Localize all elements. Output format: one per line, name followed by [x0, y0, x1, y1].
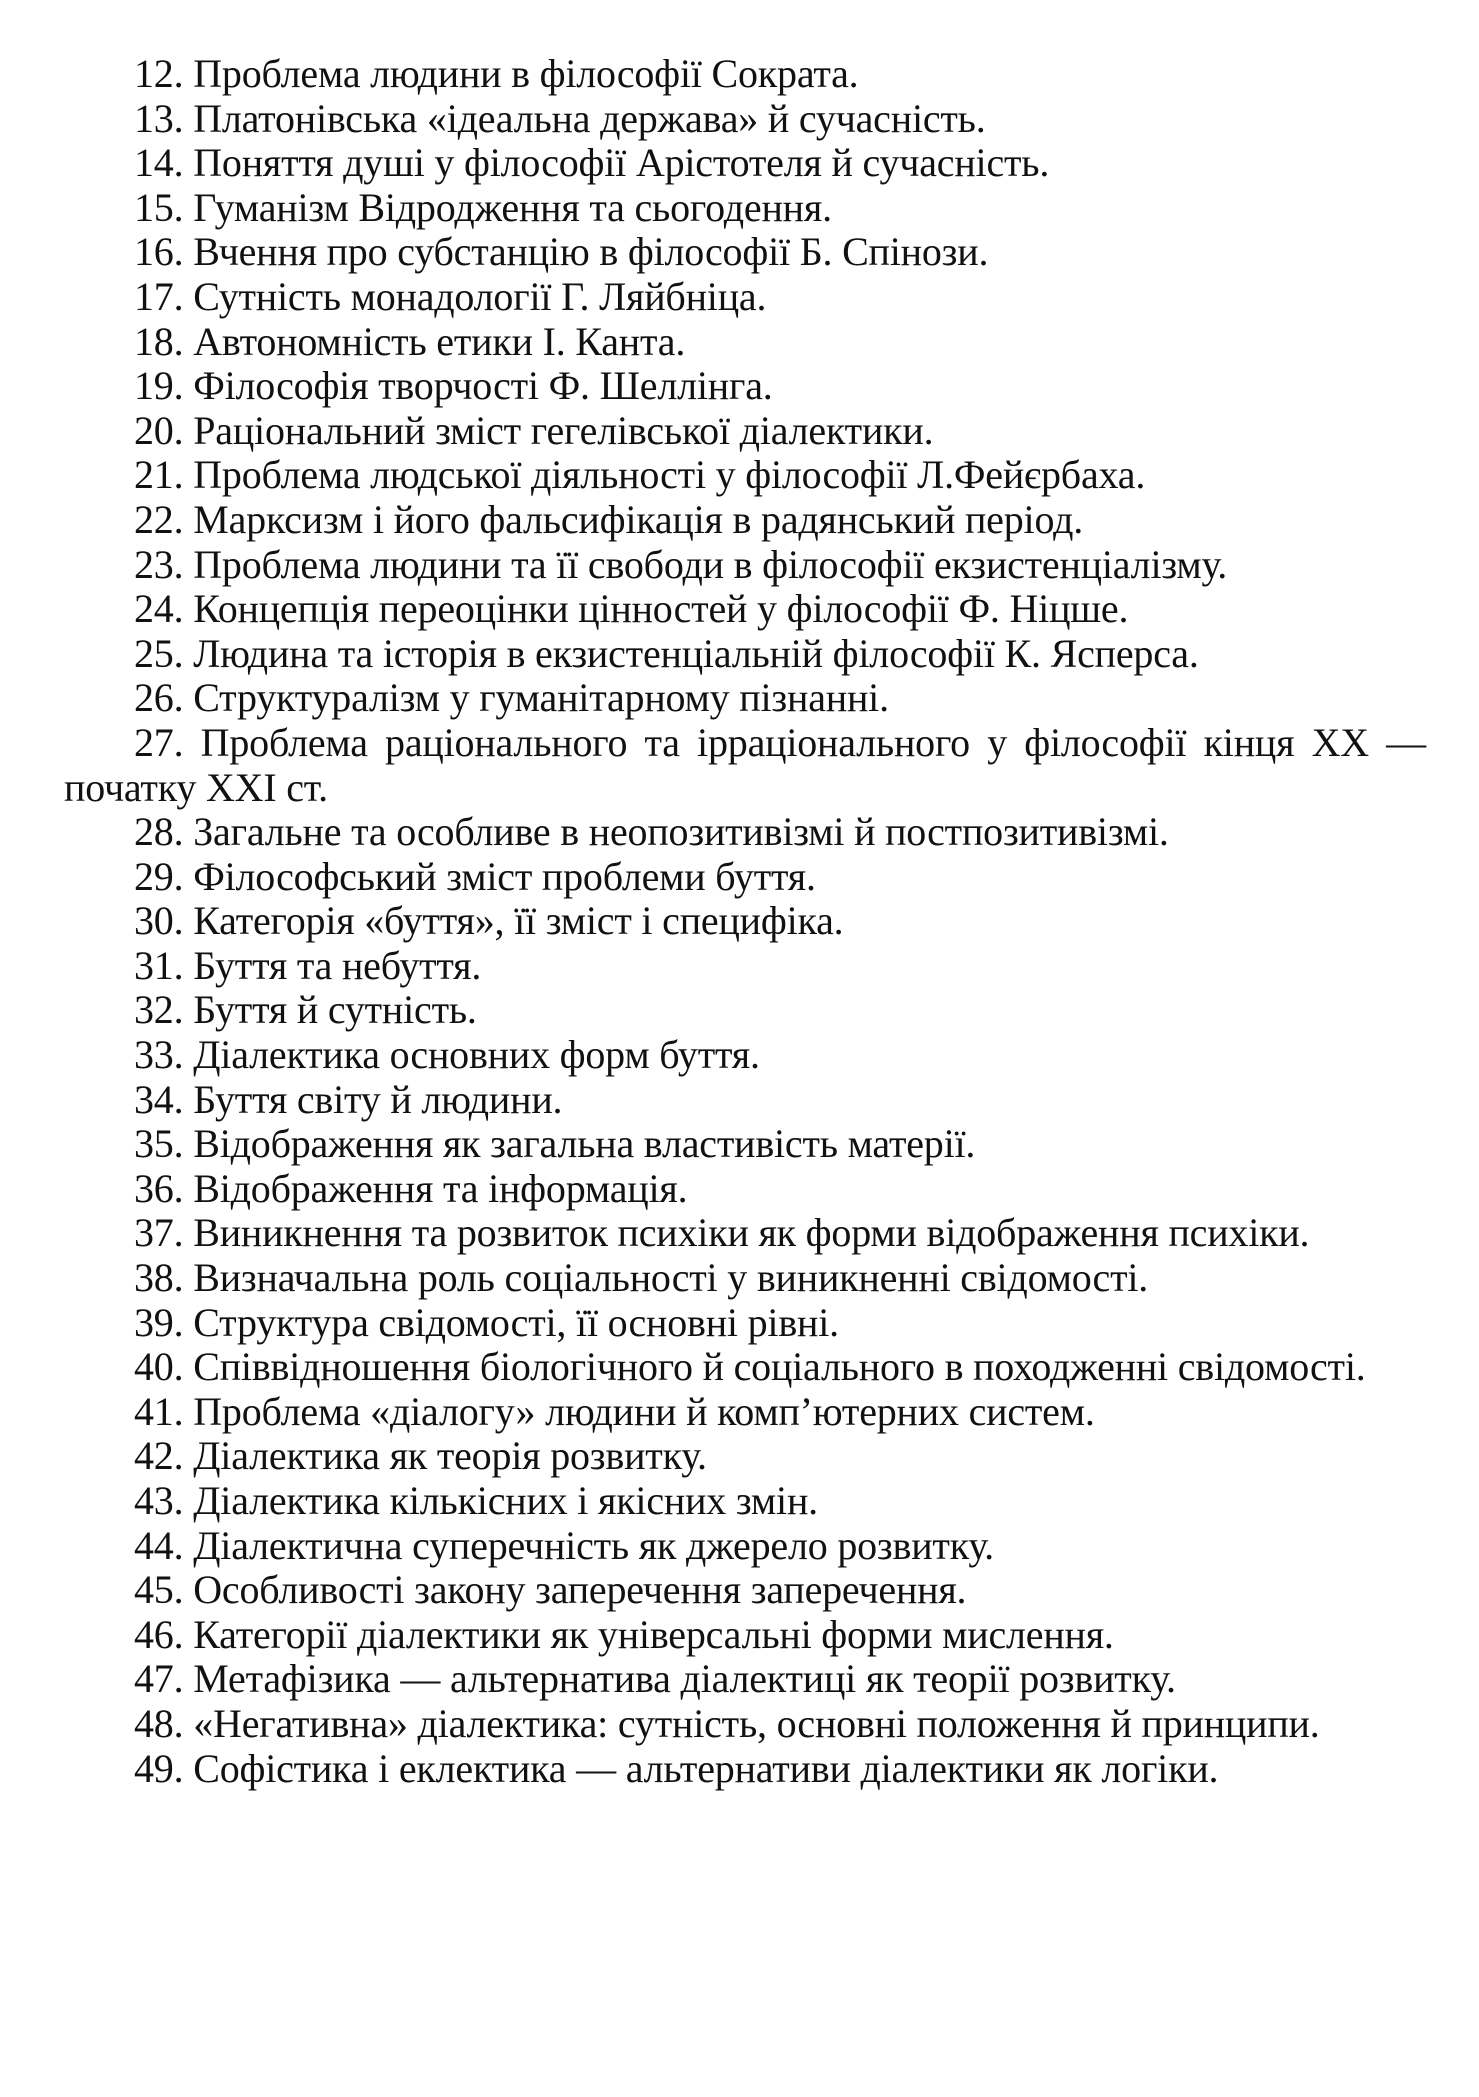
item-number: 24. [134, 586, 184, 632]
list-item [64, 1033, 1426, 1078]
list-item [64, 1390, 1426, 1435]
list-item [64, 944, 1426, 989]
item-number: 16. [134, 229, 184, 275]
item-number: 26. [134, 675, 184, 721]
list-item [64, 52, 1426, 97]
item-number: 13. [134, 95, 184, 141]
list-item [64, 721, 1426, 810]
item-number: 46. [134, 1611, 184, 1657]
list-item [64, 632, 1426, 677]
item-text: Діалектика як теорія розвитку. [193, 1433, 707, 1479]
item-text: Платонівська «ідеальна держава» й сучасність. [193, 95, 986, 141]
item-text: Проблема людини та її свободи в філософії екзистенціалізму. [193, 541, 1228, 587]
item-number: 27. [134, 719, 184, 765]
list-item [64, 676, 1426, 721]
item-text: Співвідношення біологічного й соціального в походженні свідомості. [193, 1344, 1366, 1390]
list-item [64, 320, 1426, 365]
item-number: 17. [134, 273, 184, 319]
item-text: Буття та небуття. [193, 942, 482, 988]
list-item [64, 1078, 1426, 1123]
item-number: 21. [134, 452, 184, 498]
item-text: Раціональний зміст гегелівської діалектики. [193, 407, 934, 453]
item-text: Буття світу й людини. [193, 1076, 563, 1122]
item-text: Проблема «діалогу» людини й комп’ютерних систем. [193, 1388, 1095, 1434]
item-text: Буття й сутність. [193, 987, 477, 1033]
item-number: 48. [134, 1700, 184, 1746]
list-item [64, 1211, 1426, 1256]
item-number: 22. [134, 496, 184, 542]
document-page [64, 52, 1426, 1791]
item-text: Категорії діалектики як універсальні форми мислення. [193, 1611, 1114, 1657]
item-number: 20. [134, 407, 184, 453]
item-number: 49. [134, 1745, 184, 1791]
item-text: Філософія творчості Ф. Шеллінга. [193, 363, 773, 409]
list-item [64, 1122, 1426, 1167]
item-text: Діалектика основних форм буття. [193, 1032, 760, 1078]
item-text: Поняття душі у філософії Арістотеля й сучасність. [193, 140, 1050, 186]
list-item [64, 1613, 1426, 1658]
item-number: 33. [134, 1032, 184, 1078]
item-number: 42. [134, 1433, 184, 1479]
list-item [64, 855, 1426, 900]
topic-list [64, 52, 1426, 1791]
item-text: Відображення та інформація. [193, 1165, 688, 1211]
item-text: Визначальна роль соціальності у виникненні свідомості. [193, 1255, 1149, 1301]
item-number: 37. [134, 1210, 184, 1256]
list-item [64, 1256, 1426, 1301]
list-item [64, 1524, 1426, 1569]
item-text: Гуманізм Відродження та сьогодення. [193, 184, 832, 230]
list-item [64, 230, 1426, 275]
item-number: 18. [134, 318, 184, 364]
list-item [64, 543, 1426, 588]
list-item [64, 409, 1426, 454]
item-text: Відображення як загальна властивість матерії. [193, 1121, 976, 1167]
item-number: 30. [134, 898, 184, 944]
item-text: Структура свідомості, її основні рівні. [193, 1299, 839, 1345]
list-item [64, 275, 1426, 320]
item-text: Філософський зміст проблеми буття. [193, 853, 816, 899]
item-text: Людина та історія в екзистенціальній філософії К. Ясперса. [193, 630, 1199, 676]
list-item [64, 587, 1426, 632]
item-number: 15. [134, 184, 184, 230]
list-item [64, 988, 1426, 1033]
item-text: Вчення про субстанцію в філософії Б. Спінози. [193, 229, 989, 275]
item-number: 28. [134, 809, 184, 855]
list-item [64, 498, 1426, 543]
list-item [64, 1301, 1426, 1346]
item-text: Виникнення та розвиток психіки як форми відображення психіки. [193, 1210, 1310, 1256]
item-text: Метафізика — альтернатива діалектиці як теорії розвитку. [193, 1656, 1176, 1702]
item-number: 45. [134, 1567, 184, 1613]
list-item [64, 1568, 1426, 1613]
item-number: 38. [134, 1255, 184, 1301]
item-text: «Негативна» діалектика: сутність, основні положення й принципи. [193, 1700, 1320, 1746]
item-text: Категорія «буття», її зміст і специфіка. [193, 898, 844, 944]
list-item [64, 1479, 1426, 1524]
list-item [64, 1747, 1426, 1792]
item-text: Концепція переоцінки цінностей у філософії Ф. Ніцше. [193, 586, 1129, 632]
item-number: 35. [134, 1121, 184, 1167]
item-text: Проблема людини в філософії Сократа. [193, 51, 859, 96]
item-number: 31. [134, 942, 184, 988]
item-number: 41. [134, 1388, 184, 1434]
item-text: Автономність етики І. Канта. [193, 318, 686, 364]
list-item [64, 186, 1426, 231]
item-number: 32. [134, 987, 184, 1033]
list-item [64, 1702, 1426, 1747]
item-number: 47. [134, 1656, 184, 1702]
item-number: 34. [134, 1076, 184, 1122]
item-text: Діалектична суперечність як джерело розвитку. [193, 1522, 994, 1568]
item-number: 14. [134, 140, 184, 186]
item-number: 43. [134, 1478, 184, 1523]
item-number: 12. [134, 51, 184, 96]
item-text: Проблема раціонального та ірраціонального у філософії кінця XX — початку XXI ст. [64, 719, 1426, 810]
item-number: 39. [134, 1299, 184, 1345]
list-item [64, 899, 1426, 944]
item-text: Сутність монадології Г. Ляйбніца. [193, 273, 767, 319]
list-item [64, 810, 1426, 855]
item-number: 23. [134, 541, 184, 587]
item-text: Особливості закону заперечення заперечення. [193, 1567, 967, 1613]
list-item [64, 97, 1426, 142]
list-item [64, 1345, 1426, 1390]
item-text: Софістика і еклектика — альтернативи діалектики як логіки. [193, 1745, 1219, 1791]
list-item [64, 1657, 1426, 1702]
item-text: Загальне та особливе в неопозитивізмі й постпозитивізмі. [193, 809, 1169, 855]
item-text: Марксизм і його фальсифікація в радянський період. [193, 496, 1084, 542]
item-number: 29. [134, 853, 184, 899]
item-number: 19. [134, 363, 184, 409]
item-text: Діалектика кількісних і якісних змін. [193, 1478, 818, 1523]
item-number: 40. [134, 1344, 184, 1390]
item-text: Проблема людської діяльності у філософії Л.Фейєрбаха. [193, 452, 1146, 498]
item-number: 36. [134, 1165, 184, 1211]
item-number: 44. [134, 1522, 184, 1568]
list-item [64, 1434, 1426, 1479]
list-item [64, 1167, 1426, 1212]
item-text: Структуралізм у гуманітарному пізнанні. [193, 675, 889, 721]
item-number: 25. [134, 630, 184, 676]
list-item [64, 364, 1426, 409]
list-item [64, 453, 1426, 498]
list-item [64, 141, 1426, 186]
